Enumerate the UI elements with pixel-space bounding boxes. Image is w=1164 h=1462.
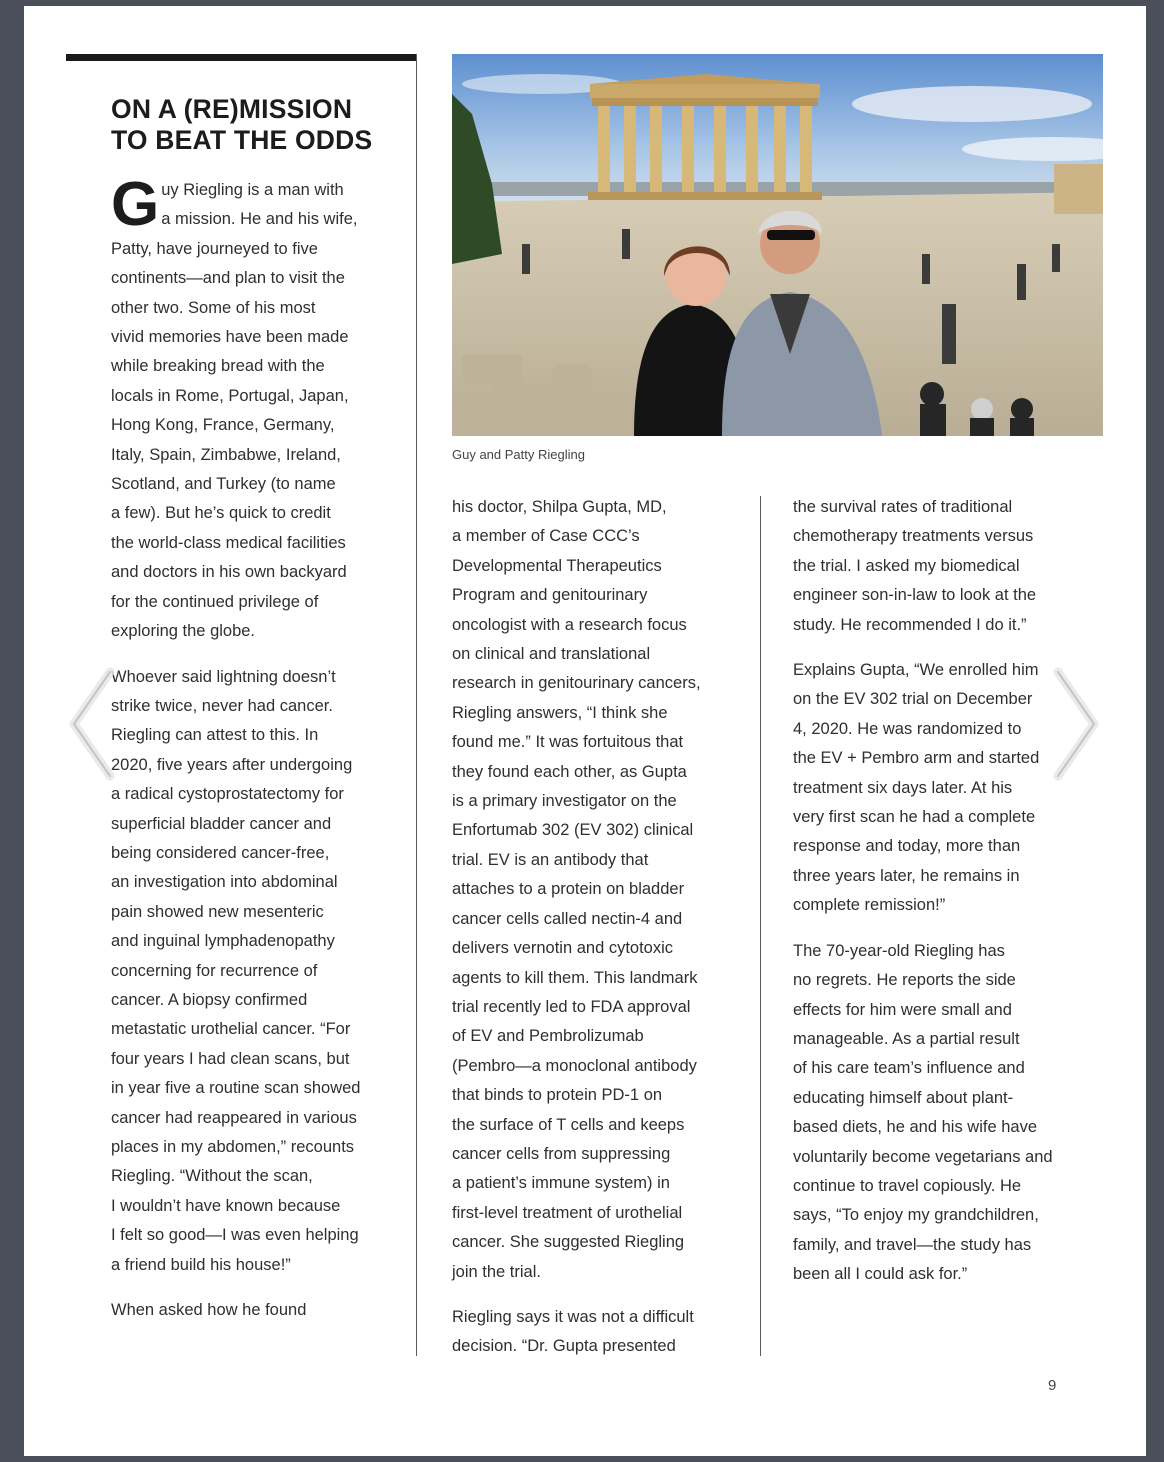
- text-line: that binds to protein PD-1 on: [452, 1086, 663, 1105]
- text-line: the EV + Pembro arm and started: [793, 749, 1040, 768]
- text-line: Enfortumab 302 (EV 302) clinical: [452, 821, 694, 840]
- text-line: attaches to a protein on bladder: [452, 880, 685, 899]
- article-column-2: [452, 493, 752, 1362]
- text-line: on the EV 302 trial on December: [793, 690, 1033, 709]
- text-line: 4, 2020. He was randomized to: [793, 719, 1022, 738]
- text-line: trial. EV is an antibody that: [452, 850, 649, 869]
- text-line: of EV and Pembrolizumab: [452, 1027, 644, 1046]
- text-line: delivers vernotin and cytotoxic: [452, 939, 674, 958]
- text-line: Riegling answers, “I think she: [452, 703, 668, 722]
- text-line: vivid memories have been made: [111, 328, 349, 347]
- text-line: I wouldn’t have known because: [111, 1196, 341, 1215]
- text-line: first-level treatment of urothelial: [452, 1203, 683, 1222]
- text-line: an investigation into abdominal: [111, 873, 338, 892]
- text-line: complete remission!”: [793, 896, 946, 915]
- text-line: oncologist with a research focus: [452, 615, 687, 634]
- text-line: family, and travel—the study has: [793, 1235, 1032, 1254]
- paragraph: [793, 937, 1103, 1290]
- text-line: treatment six days later. At his: [793, 778, 1013, 797]
- text-line: 2020, five years after undergoing: [111, 755, 353, 774]
- text-line: the world-class medical facilities: [111, 533, 346, 552]
- page-number: 9: [1048, 1377, 1057, 1394]
- text-line: Riegling says it was not a difficult: [452, 1307, 694, 1326]
- text-line: and doctors in his own backyard: [111, 563, 347, 582]
- text-line: places in my abdomen,” recounts: [111, 1138, 355, 1156]
- drop-cap: G: [111, 170, 160, 239]
- text-line: trial recently led to FDA approval: [452, 997, 691, 1016]
- text-line: in year five a routine scan showed: [111, 1079, 361, 1098]
- text-line: three years later, he remains in: [793, 866, 1020, 885]
- text-line: Scotland, and Turkey (to name: [111, 475, 336, 494]
- text-line: being considered cancer-free,: [111, 843, 330, 862]
- text-line: When asked how he found: [111, 1301, 307, 1320]
- text-line: exploring the globe.: [111, 622, 256, 641]
- text-line: Program and genitourinary: [452, 586, 648, 605]
- text-line: the surface of T cells and keeps: [452, 1115, 685, 1134]
- text-line: cancer had reappeared in various: [111, 1108, 357, 1127]
- previous-page-button[interactable]: [66, 664, 116, 784]
- text-line: metastatic urothelial cancer. “For: [111, 1020, 351, 1039]
- article-column-1: [111, 170, 411, 1325]
- parthenon-photo-illustration: [452, 54, 1103, 436]
- magazine-page: [24, 6, 1146, 1456]
- article-headline: [111, 94, 411, 156]
- paragraph: [111, 170, 411, 647]
- text-line: response and today, more than: [793, 837, 1021, 856]
- text-line: continents—and plan to visit the: [111, 269, 345, 288]
- text-line: pain showed new mesenteric: [111, 902, 324, 921]
- text-line: Patty, have journeyed to five: [111, 239, 318, 258]
- text-line: uy Riegling is a man with: [161, 181, 344, 199]
- headline-line-1: ON A (RE)MISSION: [111, 94, 353, 124]
- text-line: other two. Some of his most: [111, 298, 316, 317]
- text-line: cancer cells from suppressing: [452, 1144, 671, 1163]
- text-line: cancer. A biopsy confirmed: [111, 990, 308, 1009]
- column-divider-2: [760, 496, 761, 1356]
- next-page-button[interactable]: [1052, 664, 1102, 784]
- text-line: effects for him were small and: [793, 1000, 1012, 1019]
- text-line: the trial. I asked my biomedical: [793, 556, 1020, 575]
- text-line: of his care team’s influence and: [793, 1059, 1025, 1078]
- paragraph: [111, 663, 411, 1281]
- text-line: no regrets. He reports the side: [793, 971, 1016, 990]
- text-line: the survival rates of traditional: [793, 498, 1013, 516]
- text-line: Developmental Therapeutics: [452, 556, 662, 575]
- text-line: a member of Case CCC’s: [452, 527, 640, 546]
- text-line: a friend build his house!”: [111, 1255, 291, 1274]
- text-line: strike twice, never had cancer.: [111, 696, 333, 715]
- text-line: superficial bladder cancer and: [111, 814, 332, 833]
- text-line: a few). But he’s quick to credit: [111, 504, 331, 523]
- photo-caption: Guy and Patty Riegling: [452, 447, 585, 462]
- text-line: study. He recommended I do it.”: [793, 615, 1027, 634]
- text-line: Riegling can attest to this. In: [111, 726, 319, 745]
- text-line: Riegling. “Without the scan,: [111, 1167, 313, 1186]
- travel-photo: [452, 54, 1103, 436]
- text-line: and inguinal lymphadenopathy: [111, 932, 335, 951]
- paragraph: [452, 493, 752, 1287]
- text-line: (Pembro—a monoclonal antibody: [452, 1056, 697, 1075]
- text-line: decision. “Dr. Gupta presented: [452, 1337, 676, 1356]
- text-line: research in genitourinary cancers,: [452, 674, 701, 693]
- text-line: Whoever said lightning doesn’t: [111, 667, 336, 686]
- article-column-3: [793, 493, 1103, 1290]
- text-line: his doctor, Shilpa Gupta, MD,: [452, 498, 667, 516]
- text-line: is a primary investigator on the: [452, 792, 677, 811]
- text-line: says, “To enjoy my grandchildren,: [793, 1206, 1039, 1225]
- paragraph: [452, 1303, 752, 1362]
- text-line: engineer son-in-law to look at the: [793, 586, 1037, 605]
- text-line: while breaking bread with the: [111, 357, 325, 376]
- text-line: Italy, Spain, Zimbabwe, Ireland,: [111, 445, 341, 464]
- text-line: locals in Rome, Portugal, Japan,: [111, 386, 349, 405]
- text-line: found me.” It was fortuitous that: [452, 733, 684, 752]
- text-line: I felt so good—I was even helping: [111, 1226, 359, 1245]
- column-divider-1: [416, 54, 417, 1356]
- text-line: cancer cells called nectin-4 and: [452, 909, 683, 928]
- chevron-left-icon: [66, 664, 116, 784]
- text-line: voluntarily become vegetarians and: [793, 1147, 1053, 1166]
- text-line: been all I could ask for.”: [793, 1265, 968, 1284]
- text-line: very first scan he had a complete: [793, 808, 1036, 827]
- text-line: concerning for recurrence of: [111, 961, 318, 980]
- chevron-right-icon: [1052, 664, 1102, 784]
- headline-line-2: TO BEAT THE ODDS: [111, 125, 373, 155]
- text-line: a mission. He and his wife,: [161, 210, 358, 229]
- text-line: agents to kill them. This landmark: [452, 968, 698, 987]
- text-line: on clinical and translational: [452, 645, 651, 664]
- text-line: based diets, he and his wife have: [793, 1118, 1037, 1137]
- text-line: they found each other, as Gupta: [452, 762, 687, 781]
- text-line: chemotherapy treatments versus: [793, 527, 1034, 546]
- text-line: cancer. She suggested Riegling: [452, 1233, 685, 1252]
- text-line: continue to travel copiously. He: [793, 1176, 1022, 1195]
- text-line: join the trial.: [452, 1262, 541, 1281]
- text-line: Hong Kong, France, Germany,: [111, 416, 335, 435]
- paragraph: [793, 493, 1103, 640]
- text-line: The 70-year-old Riegling has: [793, 941, 1005, 960]
- text-line: educating himself about plant-: [793, 1088, 1014, 1107]
- text-line: a radical cystoprostatectomy for: [111, 785, 344, 804]
- text-line: manageable. As a partial result: [793, 1029, 1020, 1048]
- text-line: four years I had clean scans, but: [111, 1049, 350, 1068]
- text-line: for the continued privilege of: [111, 592, 319, 611]
- text-line: a patient’s immune system) in: [452, 1174, 670, 1193]
- paragraph: [111, 1296, 411, 1325]
- header-rule: [66, 54, 417, 61]
- text-line: Explains Gupta, “We enrolled him: [793, 661, 1039, 680]
